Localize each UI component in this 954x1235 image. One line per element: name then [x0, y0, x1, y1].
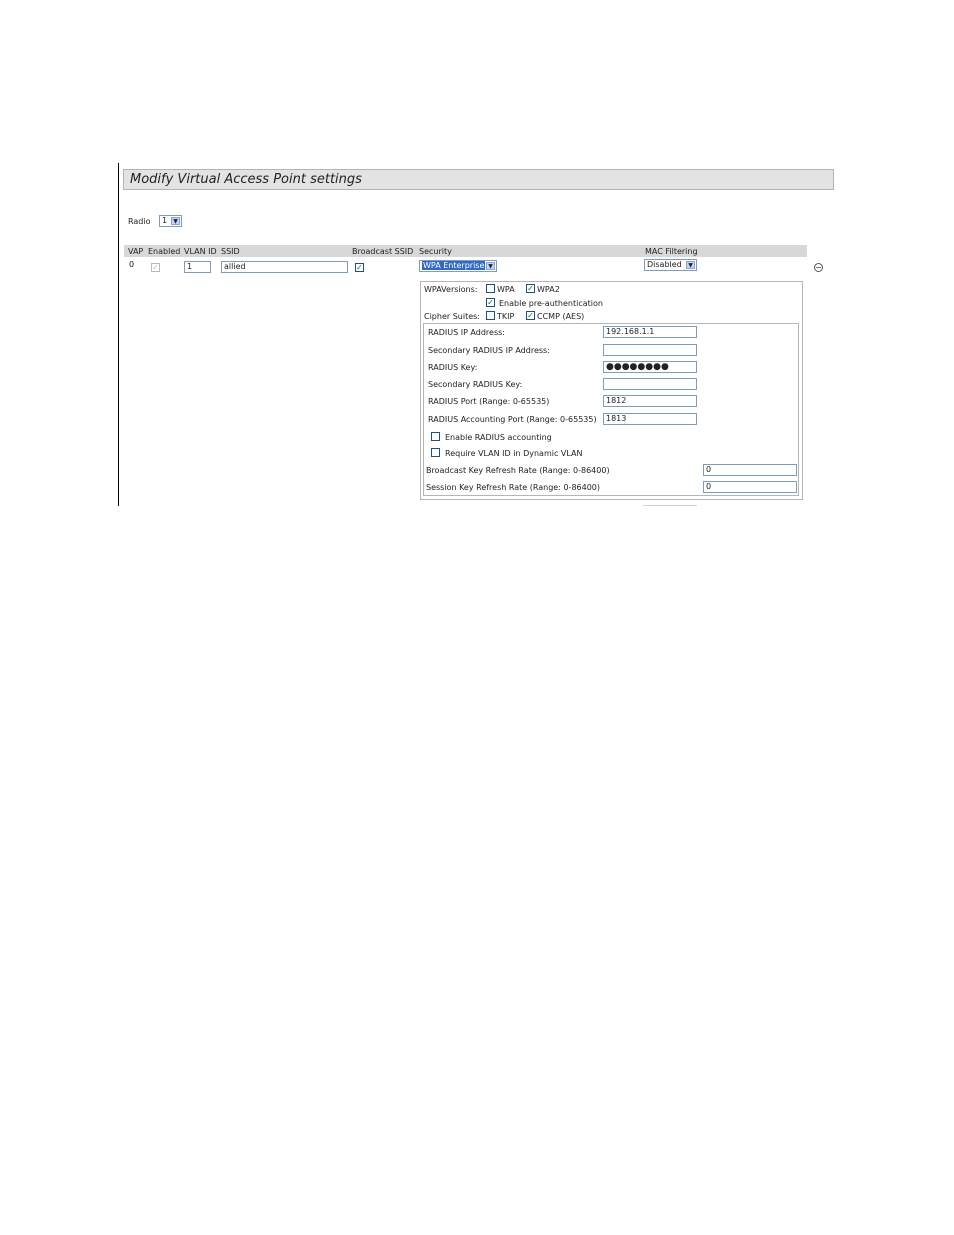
mac-filtering-select-value: Disabled — [647, 260, 682, 269]
session-key-refresh-input[interactable] — [703, 481, 797, 493]
secondary-radius-key-input[interactable] — [603, 378, 697, 390]
chevron-down-icon[interactable]: ▼ — [486, 262, 495, 270]
radius-key-value: ●●●●●●●● — [606, 362, 669, 372]
broadcast-key-refresh-label: Broadcast Key Refresh Rate (Range: 0-86400) — [426, 466, 610, 475]
radio-select-value: 1 — [162, 216, 168, 225]
preauth-label: Enable pre-authentication — [499, 299, 603, 308]
col-header-vap: VAP — [128, 247, 144, 256]
wpa-checkbox[interactable] — [486, 284, 495, 293]
ccmp-checkbox[interactable]: ✓ — [527, 311, 534, 320]
preauth-checkbox[interactable]: ✓ — [487, 298, 494, 307]
wpa2-checkbox[interactable]: ✓ — [527, 284, 534, 293]
radio-label: Radio — [128, 217, 151, 226]
secondary-radius-ip-input[interactable] — [603, 344, 697, 356]
section-title-bar — [123, 169, 834, 190]
radius-accounting-port-input[interactable] — [603, 413, 697, 425]
broadcast-ssid-checkbox[interactable]: ✓ — [356, 263, 363, 272]
enable-radius-accounting-checkbox[interactable] — [431, 432, 440, 441]
broadcast-key-refresh-value: 0 — [706, 465, 712, 474]
radius-ip-input[interactable] — [603, 326, 697, 338]
left-margin-rule — [118, 163, 119, 506]
radius-key-label: RADIUS Key: — [428, 363, 478, 372]
vlan-id-value: 1 — [187, 262, 193, 271]
ccmp-label: CCMP (AES) — [537, 312, 585, 321]
minus-circle-icon[interactable]: − — [815, 263, 822, 272]
radius-accounting-port-label: RADIUS Accounting Port (Range: 0-65535) — [428, 415, 597, 424]
wpa-versions-label: WPAVersions: — [424, 285, 478, 294]
wpa2-label: WPA2 — [537, 285, 560, 294]
radio-select[interactable] — [159, 215, 182, 227]
ssid-input[interactable] — [221, 261, 348, 273]
session-key-refresh-value: 0 — [706, 482, 712, 491]
wpa-label: WPA — [497, 285, 515, 294]
cropped-element-edge — [643, 505, 697, 506]
enabled-checkbox[interactable]: ✓ — [152, 263, 159, 272]
col-header-mac-filtering: MAC Filtering — [645, 247, 698, 256]
radius-port-label: RADIUS Port (Range: 0-65535) — [428, 397, 550, 406]
radius-key-input[interactable] — [603, 361, 697, 373]
page-title: Modify Virtual Access Point settings — [130, 172, 362, 187]
vap-index: 0 — [129, 260, 135, 269]
radius-port-input[interactable] — [603, 395, 697, 407]
ssid-value: allied — [224, 262, 246, 271]
radius-ip-label: RADIUS IP Address: — [428, 328, 505, 337]
require-vlan-id-checkbox[interactable] — [431, 448, 440, 457]
enable-radius-accounting-label: Enable RADIUS accounting — [445, 433, 552, 442]
secondary-radius-ip-label: Secondary RADIUS IP Address: — [428, 346, 550, 355]
radius-accounting-port-value: 1813 — [606, 414, 627, 423]
security-select-value: WPA Enterprise — [423, 261, 485, 270]
vlan-id-input[interactable] — [184, 261, 211, 273]
broadcast-key-refresh-input[interactable] — [703, 464, 797, 476]
tkip-checkbox[interactable] — [486, 311, 495, 320]
mac-filtering-select[interactable] — [644, 259, 697, 271]
cipher-suites-label: Cipher Suites: — [424, 312, 481, 321]
col-header-ssid: SSID — [221, 247, 240, 256]
secondary-radius-key-label: Secondary RADIUS Key: — [428, 380, 523, 389]
col-header-broadcast-ssid: Broadcast SSID — [352, 247, 414, 256]
chevron-down-icon[interactable]: ▼ — [686, 261, 695, 269]
session-key-refresh-label: Session Key Refresh Rate (Range: 0-86400) — [426, 483, 601, 492]
chevron-down-icon[interactable]: ▼ — [171, 217, 180, 225]
col-header-security: Security — [419, 247, 452, 256]
radius-port-value: 1812 — [606, 396, 627, 405]
col-header-enabled: Enabled — [148, 247, 181, 256]
tkip-label: TKIP — [497, 312, 515, 321]
require-vlan-id-label: Require VLAN ID in Dynamic VLAN — [445, 449, 583, 458]
radius-ip-value: 192.168.1.1 — [606, 327, 655, 336]
col-header-vlan-id: VLAN ID — [184, 247, 217, 256]
security-select[interactable] — [419, 260, 497, 272]
